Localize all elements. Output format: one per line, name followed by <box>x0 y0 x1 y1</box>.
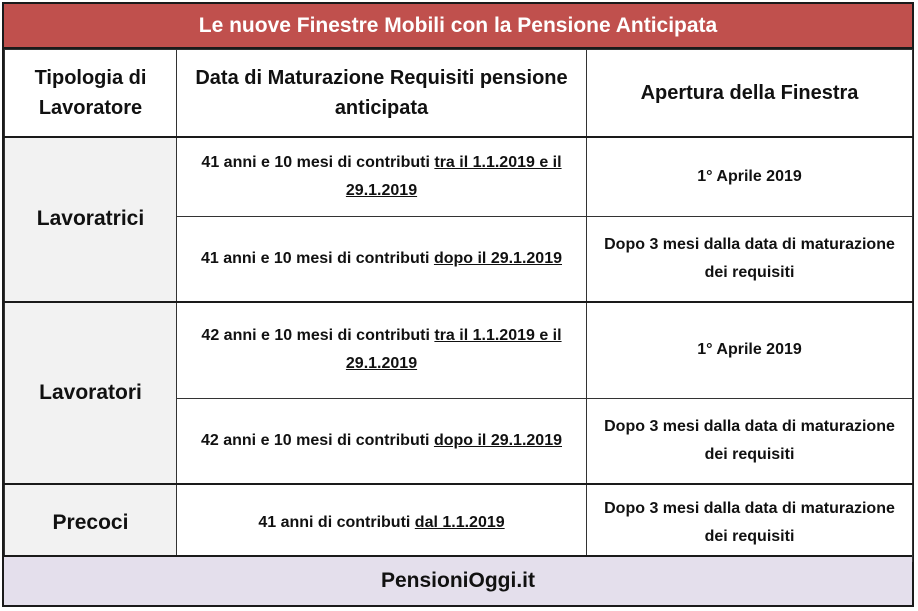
requirement-text: 42 anni e 10 mesi di contributi <box>200 431 434 449</box>
requirement-cell <box>177 484 587 562</box>
requirement-date: dopo il 29.1.2019 <box>433 249 562 267</box>
requirement-date: dopo il 29.1.2019 <box>433 431 562 449</box>
requirement-date: tra il 1.1.2019 e il 29.1.2019 <box>345 153 562 199</box>
requirement-text: 41 anni e 10 mesi di contributi <box>201 153 435 171</box>
table-row <box>5 137 913 217</box>
requirement-text: 41 anni di contributi <box>258 513 415 531</box>
requirement-date: dal 1.1.2019 <box>414 513 505 531</box>
header-row <box>5 50 913 137</box>
window-cell: Dopo 3 mesi dalla data di maturazione dei requisiti <box>587 217 913 302</box>
table-title: Le nuove Finestre Mobili con la Pensione Anticipata <box>4 4 912 49</box>
requirement-text: 41 anni e 10 mesi di contributi <box>200 249 434 267</box>
pension-window-table <box>4 49 913 562</box>
category-lavoratori: Lavoratori <box>5 302 177 484</box>
requirement-cell <box>177 302 587 399</box>
requirement-cell <box>177 217 587 302</box>
table-row <box>5 302 913 399</box>
requirement-text: 42 anni e 10 mesi di contributi <box>201 327 435 345</box>
requirement-cell <box>177 399 587 484</box>
pension-table-card <box>2 2 914 607</box>
window-cell: 1° Aprile 2019 <box>587 137 913 217</box>
table-row <box>5 484 913 562</box>
header-tipologia: Tipologia di Lavoratore <box>5 50 177 137</box>
footer-source: PensioniOggi.it <box>4 555 912 605</box>
requirement-date: tra il 1.1.2019 e il 29.1.2019 <box>345 327 562 373</box>
window-cell: Dopo 3 mesi dalla data di maturazione dei requisiti <box>587 399 913 484</box>
header-data-maturazione: Data di Maturazione Requisiti pensione anticipata <box>177 50 587 137</box>
requirement-cell <box>177 137 587 217</box>
header-apertura: Apertura della Finestra <box>587 50 913 137</box>
category-lavoratrici: Lavoratrici <box>5 137 177 302</box>
window-cell: Dopo 3 mesi dalla data di maturazione dei requisiti <box>587 484 913 562</box>
window-cell: 1° Aprile 2019 <box>587 302 913 399</box>
category-precoci: Precoci <box>5 484 177 562</box>
